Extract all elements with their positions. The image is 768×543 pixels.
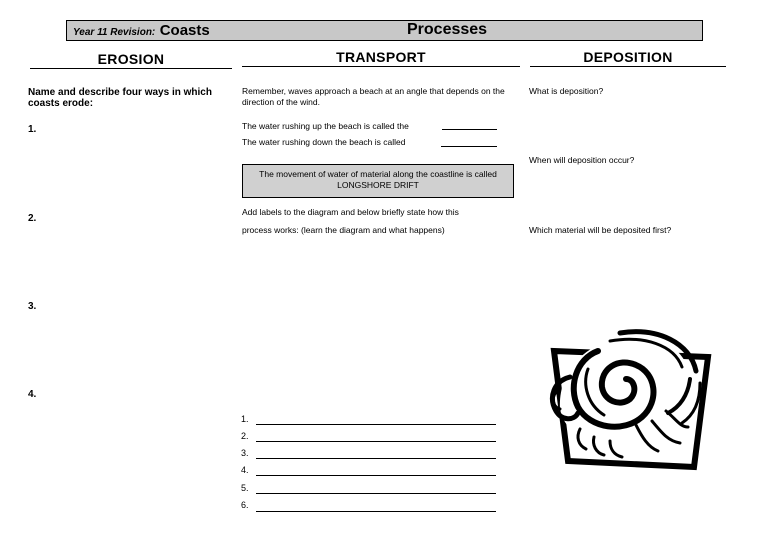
erosion-number-3: 3. <box>28 301 37 312</box>
diagram-instruction-1: Add labels to the diagram and below briefly state how this <box>242 207 459 217</box>
list-number-3: 3. <box>241 448 249 458</box>
swash-answer-line[interactable] <box>442 129 497 130</box>
deposition-heading: DEPOSITION <box>530 49 726 67</box>
list-number-1: 1. <box>241 414 249 424</box>
title-left <box>73 22 210 40</box>
deposition-question-2: When will deposition occur? <box>529 155 635 165</box>
answer-line-4[interactable] <box>256 475 496 476</box>
answer-line-5[interactable] <box>256 493 496 494</box>
erosion-number-4: 4. <box>28 389 37 400</box>
transport-heading: TRANSPORT <box>242 49 520 67</box>
list-number-6: 6. <box>241 500 249 510</box>
answer-line-6[interactable] <box>256 511 496 512</box>
backwash-question: The water rushing down the beach is called <box>242 137 406 147</box>
list-number-2: 2. <box>241 431 249 441</box>
section-title: Processes <box>407 21 488 38</box>
erosion-number-2: 2. <box>28 213 37 224</box>
list-number-5: 5. <box>241 483 249 493</box>
list-number-4: 4. <box>241 465 249 475</box>
backwash-answer-line[interactable] <box>441 146 497 147</box>
deposition-question-3: Which material will be deposited first? <box>529 225 672 235</box>
erosion-heading: EROSION <box>30 51 232 69</box>
topic-title: Coasts <box>159 22 210 39</box>
erosion-question: Name and describe four ways in which coasts erode: <box>28 87 212 109</box>
title-bar <box>66 20 703 41</box>
deposition-question-1: What is deposition? <box>529 86 604 96</box>
longshore-drift-box: The movement of water of material along the coastline is called LONGSHORE DRIFT <box>242 164 514 198</box>
swash-question: The water rushing up the beach is called the <box>242 121 409 131</box>
revision-label: Year 11 Revision: <box>73 27 156 38</box>
diagram-instruction-2: process works: (learn the diagram and what happens) <box>242 225 445 235</box>
transport-intro: Remember, waves approach a beach at an angle that depends on the direction of the wind. <box>242 86 505 107</box>
wave-clipart-icon <box>540 325 712 473</box>
erosion-number-1: 1. <box>28 124 37 135</box>
answer-line-1[interactable] <box>256 424 496 425</box>
answer-line-3[interactable] <box>256 458 496 459</box>
answer-line-2[interactable] <box>256 441 496 442</box>
